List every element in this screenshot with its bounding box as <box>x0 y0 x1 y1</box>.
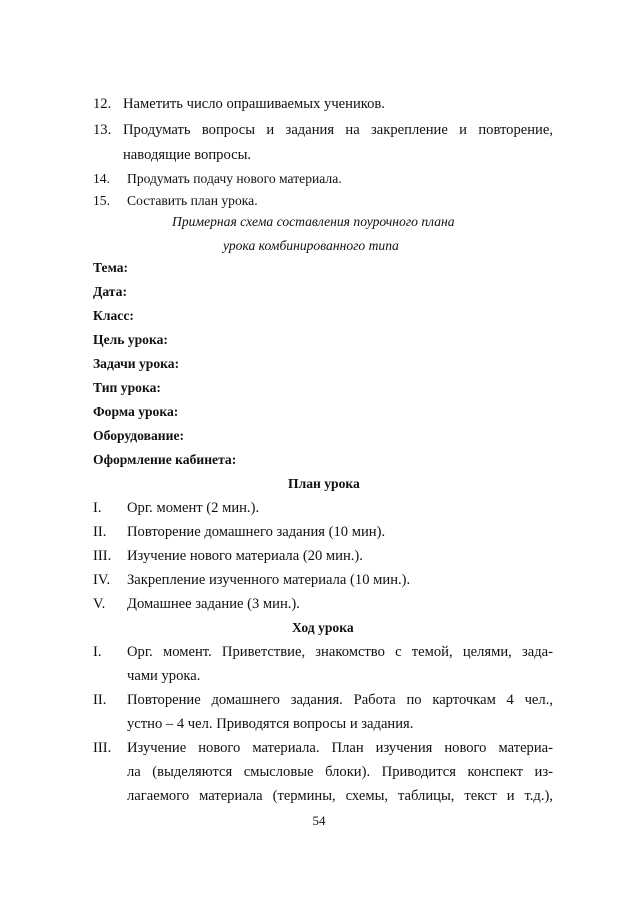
course-text: Изучение нового материала. План изучения нового материа- <box>127 740 553 756</box>
course-number: I. <box>93 644 102 660</box>
plan-text: Домашнее задание (3 мин.). <box>127 596 300 612</box>
field-lesson-goal: Цель урока: <box>93 332 168 347</box>
list-text: Продумать вопросы и задания на закрепление и повторение, <box>123 122 553 138</box>
course-number: II. <box>93 692 107 708</box>
plan-heading: План урока <box>288 476 360 491</box>
scheme-title-line-2: урока комбинированного типа <box>223 238 399 253</box>
course-text: устно – 4 чел. Приводятся вопросы и задания. <box>127 716 414 732</box>
list-number: 15. <box>93 193 110 208</box>
course-text: Повторение домашнего задания. Работа по карточкам 4 чел., <box>127 692 553 708</box>
course-number: III. <box>93 740 112 756</box>
course-text: ла (выделяются смысловые блоки). Приводится конспект из- <box>127 764 553 780</box>
course-text: Орг. момент. Приветствие, знакомство с темой, целями, зада- <box>127 644 553 660</box>
field-lesson-form: Форма урока: <box>93 404 179 419</box>
list-number: 13. <box>93 122 112 138</box>
course-text: чами урока. <box>127 668 201 684</box>
list-text: Продумать подачу нового материала. <box>127 171 342 186</box>
list-text: Наметить число опрашиваемых учеников. <box>123 96 385 112</box>
list-number: 12. <box>93 96 112 112</box>
field-lesson-tasks: Задачи урока: <box>93 356 180 371</box>
list-text: Составить план урока. <box>127 193 258 208</box>
scheme-title-line-1: Примерная схема составления поурочного плана <box>172 214 455 229</box>
plan-number: V. <box>93 596 106 612</box>
field-class: Класс: <box>93 308 134 323</box>
page-number: 54 <box>312 813 326 828</box>
field-equipment: Оборудование: <box>93 428 185 443</box>
plan-number: II. <box>93 524 107 540</box>
field-topic: Тема: <box>93 260 129 275</box>
course-heading: Ход урока <box>292 620 354 635</box>
plan-number: III. <box>93 548 112 564</box>
plan-text: Изучение нового материала (20 мин.). <box>127 548 363 564</box>
plan-text: Орг. момент (2 мин.). <box>127 500 260 516</box>
field-room-design: Оформление кабинета: <box>93 452 237 467</box>
field-lesson-type: Тип урока: <box>93 380 161 395</box>
plan-text: Повторение домашнего задания (10 мин). <box>127 524 386 540</box>
plan-number: IV. <box>93 572 111 588</box>
list-number: 14. <box>93 171 110 186</box>
list-text: наводящие вопросы. <box>123 147 252 163</box>
course-text: лагаемого материала (термины, схемы, таблицы, текст и т.д.), <box>127 788 553 804</box>
plan-number: I. <box>93 500 102 516</box>
plan-text: Закрепление изученного материала (10 мин.). <box>127 572 411 588</box>
field-date: Дата: <box>93 284 127 299</box>
